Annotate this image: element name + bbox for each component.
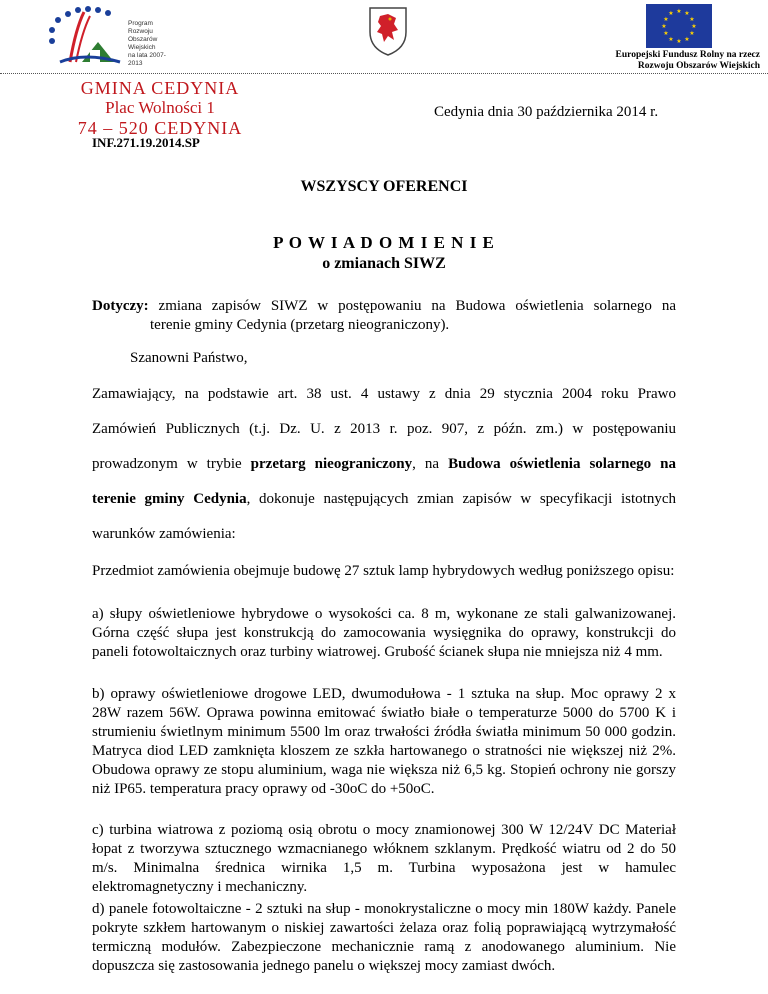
addressee: WSZYSCY OFERENCI	[300, 178, 468, 195]
intro-text: , dokonuje następujących zmian zapisów w specyfikacji istotnych	[246, 491, 676, 507]
salutation: Szanowni Państwo,	[130, 350, 248, 366]
municipality-letterhead	[60, 78, 260, 138]
item-d-pv-panels: d) panele fotowoltaiczne - 2 sztuki na słup - monokrystaliczne o mocy min 180W każdy. Panele pokryte szkłem hartowanym o niskiej zawartości żelaza oraz folią poprawiającą wytrzymałość termiczną modułów. Zabezpieczone mechanicznie ramą z anodowanego aluminium. Nie dopuszcza się zastosowania jednego panelu o większej mocy zamiast dwóch.	[92, 901, 676, 974]
svg-text:★: ★	[691, 23, 697, 30]
eu-flag	[646, 4, 712, 48]
subject-label: Dotyczy:	[92, 298, 149, 314]
subject-line-1	[92, 298, 676, 315]
municipality-postal: 74 – 520 CEDYNIA	[77, 118, 243, 138]
intro-line-1: Zamawiający, na podstawie art. 38 ust. 4 ustawy z dnia 29 stycznia 2004 roku Prawo	[92, 386, 676, 402]
tender-mode: przetarg nieograniczony	[250, 456, 413, 472]
document-subtitle: o zmianach SIWZ	[322, 255, 446, 272]
svg-text:★: ★	[676, 8, 682, 15]
eu-fund-caption	[590, 50, 760, 72]
intro-line-5: warunków zamówienia:	[92, 526, 236, 542]
prow-logo	[40, 4, 180, 68]
project-name: Budowa oświetlenia solarnego na	[448, 456, 676, 472]
svg-text:★: ★	[684, 10, 690, 17]
reference-number: INF.271.19.2014.SP	[92, 135, 200, 150]
intro-line-3	[92, 456, 676, 473]
intro-line-2: Zamówień Publicznych (t.j. Dz. U. z 2013 r. poz. 907, z późn. zm.) w postępowaniu	[92, 421, 676, 437]
eu-caption-line: Rozwoju Obszarów Wiejskich	[637, 61, 760, 71]
prow-line: na lata 2007-2013	[128, 52, 166, 67]
item-b-luminaires: b) oprawy oświetleniowe drogowe LED, dwumodułowa - 1 sztuka na słup. Moc oprawy 2 x 28W razem 56W. Oprawa powinna emitować światło białe o temperaturze 5000 do 5700 K i strumieniu świetlnym minimum 5500 lm oraz trwałości źródła światła minimum 50 000 godzin. Matryca diod LED zamknięta kloszem ze szkła hartowanego o stratności nie większej niż 2%. Obudowa oprawy ze stopu aluminium, waga nie większa niż 6,5 kg. Stopień ochrony nie gorszy niż IP65. temperatura pracy oprawy od -30oC do +50oC.	[92, 686, 676, 797]
prow-line: Rozwoju	[128, 28, 153, 35]
municipality-name: GMINA CEDYNIA	[80, 78, 240, 98]
svg-text:★: ★	[689, 30, 695, 37]
svg-text:★: ★	[689, 16, 695, 23]
project-name: terenie gminy Cedynia	[92, 491, 247, 507]
prow-logo-graphic	[40, 4, 130, 68]
item-c-wind-turbine: c) turbina wiatrowa z poziomą osią obrotu o mocy znamionowej 300 W 12/24V DC Materiał łopat z tworzywa sztucznego wzmacnianego włóknem szklanym. Prędkość wiatru od 2 do 50 m/s. Minimalna średnica wirnika 1,5 m. Turbina wyposażona jest w hamulec elektromagnetyczny i mechaniczny.	[92, 822, 676, 895]
svg-text:★: ★	[668, 36, 674, 43]
svg-text:★: ★	[661, 23, 667, 30]
intro-line-4	[92, 491, 676, 508]
prow-line: Program	[128, 20, 153, 27]
eu-caption-line: Europejski Fundusz Rolny na rzecz	[615, 50, 760, 60]
coat-of-arms	[368, 6, 408, 56]
intro-text: prowadzonym w trybie	[92, 456, 251, 472]
document-title: P O W I A D O M I E N I E	[273, 233, 495, 252]
scope-paragraph: Przedmiot zamówienia obejmuje budowę 27 sztuk lamp hybrydowych według poniższego opisu:	[92, 563, 675, 579]
prow-line: Obszarów	[128, 36, 158, 43]
prow-line: Wiejskich	[128, 44, 156, 51]
document-date: Cedynia dnia 30 października 2014 r.	[434, 104, 659, 120]
svg-text:★: ★	[676, 38, 682, 45]
svg-text:★: ★	[684, 36, 690, 43]
svg-text:★: ★	[663, 16, 669, 23]
item-a-poles: a) słupy oświetleniowe hybrydowe o wysokości ca. 8 m, wykonane ze stali galwanizowanej. Górna część słupa jest konstrukcją do zamocowania wysięgnika do oprawy, konstrukcji do paneli fotowoltaicznych oraz turbiny wiatrowej. Grubość ścianek słupa nie mniejsza niż 4 mm.	[92, 606, 676, 660]
municipality-street: Plac Wolności 1	[105, 98, 215, 117]
subject-line-2: terenie gminy Cedynia (przetarg nieograniczony).	[150, 317, 450, 333]
svg-text:★: ★	[668, 10, 674, 17]
svg-text:★: ★	[663, 30, 669, 37]
intro-text: , na	[412, 456, 449, 472]
prow-logo-text	[128, 20, 180, 68]
subject-text: zmiana zapisów SIWZ w postępowaniu na Budowa oświetlenia solarnego na	[148, 298, 676, 314]
header-divider	[0, 73, 768, 74]
